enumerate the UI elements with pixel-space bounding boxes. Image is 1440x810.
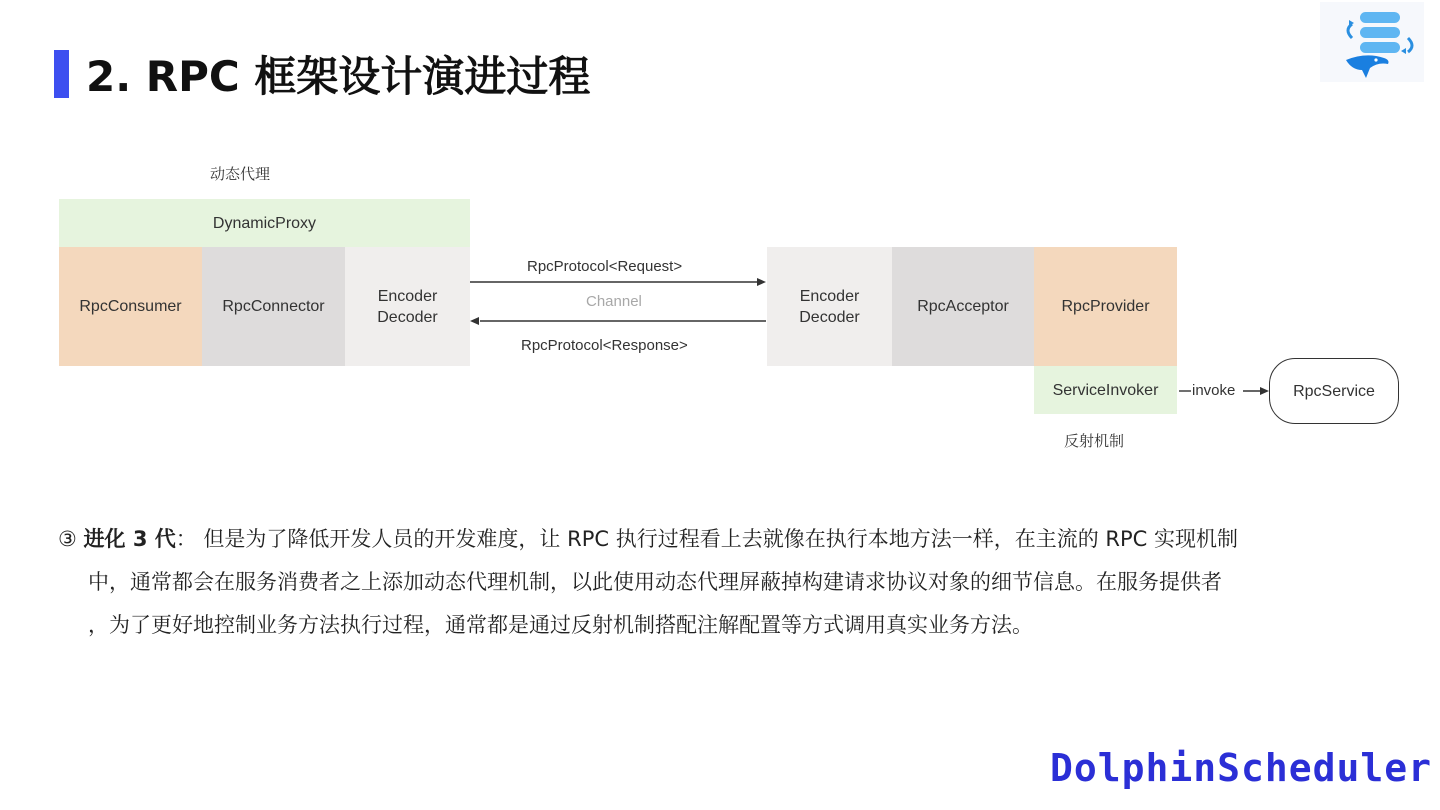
service-invoker-label: ServiceInvoker — [1052, 381, 1159, 399]
response-label: RpcProtocol<Response> — [521, 337, 688, 354]
paragraph-line-3: ，为了更好地控制业务方法执行过程，通常都是通过反射机制搭配注解配置等方式调用真实业务方法。 — [88, 613, 1033, 637]
server-decoder-label: Decoder — [799, 308, 860, 326]
page-title: 2. RPC 框架设计演进过程 — [86, 52, 591, 101]
reflection-caption: 反射机制 — [1064, 432, 1125, 450]
circled-number-marker: ③ — [58, 527, 77, 551]
dolphin-database-logo-icon — [1320, 2, 1424, 82]
rpc-provider-box — [1034, 247, 1177, 366]
paragraph-line-1 — [58, 518, 1398, 561]
request-label: RpcProtocol<Request> — [527, 258, 683, 275]
server-codec-box — [767, 247, 892, 366]
server-encoder-label: Encoder — [799, 287, 860, 305]
service-invoker-box — [1034, 366, 1177, 414]
rpc-service-label: RpcService — [1293, 382, 1375, 400]
evolution-paragraph — [58, 518, 1398, 647]
rpc-acceptor-box — [892, 247, 1034, 366]
rpc-provider-label: RpcProvider — [1061, 298, 1150, 315]
dynamic-proxy-box — [59, 199, 470, 247]
title-accent-bar — [54, 50, 69, 98]
dynamic-proxy-label: DynamicProxy — [212, 214, 317, 232]
channel-label: Channel — [586, 293, 642, 310]
client-codec-box — [345, 247, 470, 366]
client-encoder-label: Encoder — [377, 287, 438, 305]
dynamic-proxy-caption: 动态代理 — [210, 165, 271, 183]
paragraph-line-2: 中，通常都会在服务消费者之上添加动态代理机制，以此使用动态代理屏蔽掉构建请求协议对象的细节信息。在服务提供者 — [88, 570, 1222, 594]
rpc-consumer-label: RpcConsumer — [79, 298, 182, 315]
paragraph-line-1-text: ： 但是为了降低开发人员的开发难度，让 RPC 执行过程看上去就像在执行本地方法一样，在主流的 RPC 实现机制 — [175, 527, 1238, 551]
rpc-connector-label: RpcConnector — [222, 298, 325, 315]
dolphinscheduler-logo-text: DolphinScheduler — [1050, 746, 1433, 790]
channel-arrows — [466, 272, 772, 328]
invoke-label: invoke — [1192, 382, 1236, 399]
rpc-service-box — [1269, 358, 1399, 424]
paragraph-lead: 进化 3 代 — [83, 527, 176, 551]
rpc-connector-box — [202, 247, 345, 366]
rpc-acceptor-label: RpcAcceptor — [917, 298, 1009, 315]
client-decoder-label: Decoder — [377, 308, 438, 326]
rpc-consumer-box — [59, 247, 202, 366]
